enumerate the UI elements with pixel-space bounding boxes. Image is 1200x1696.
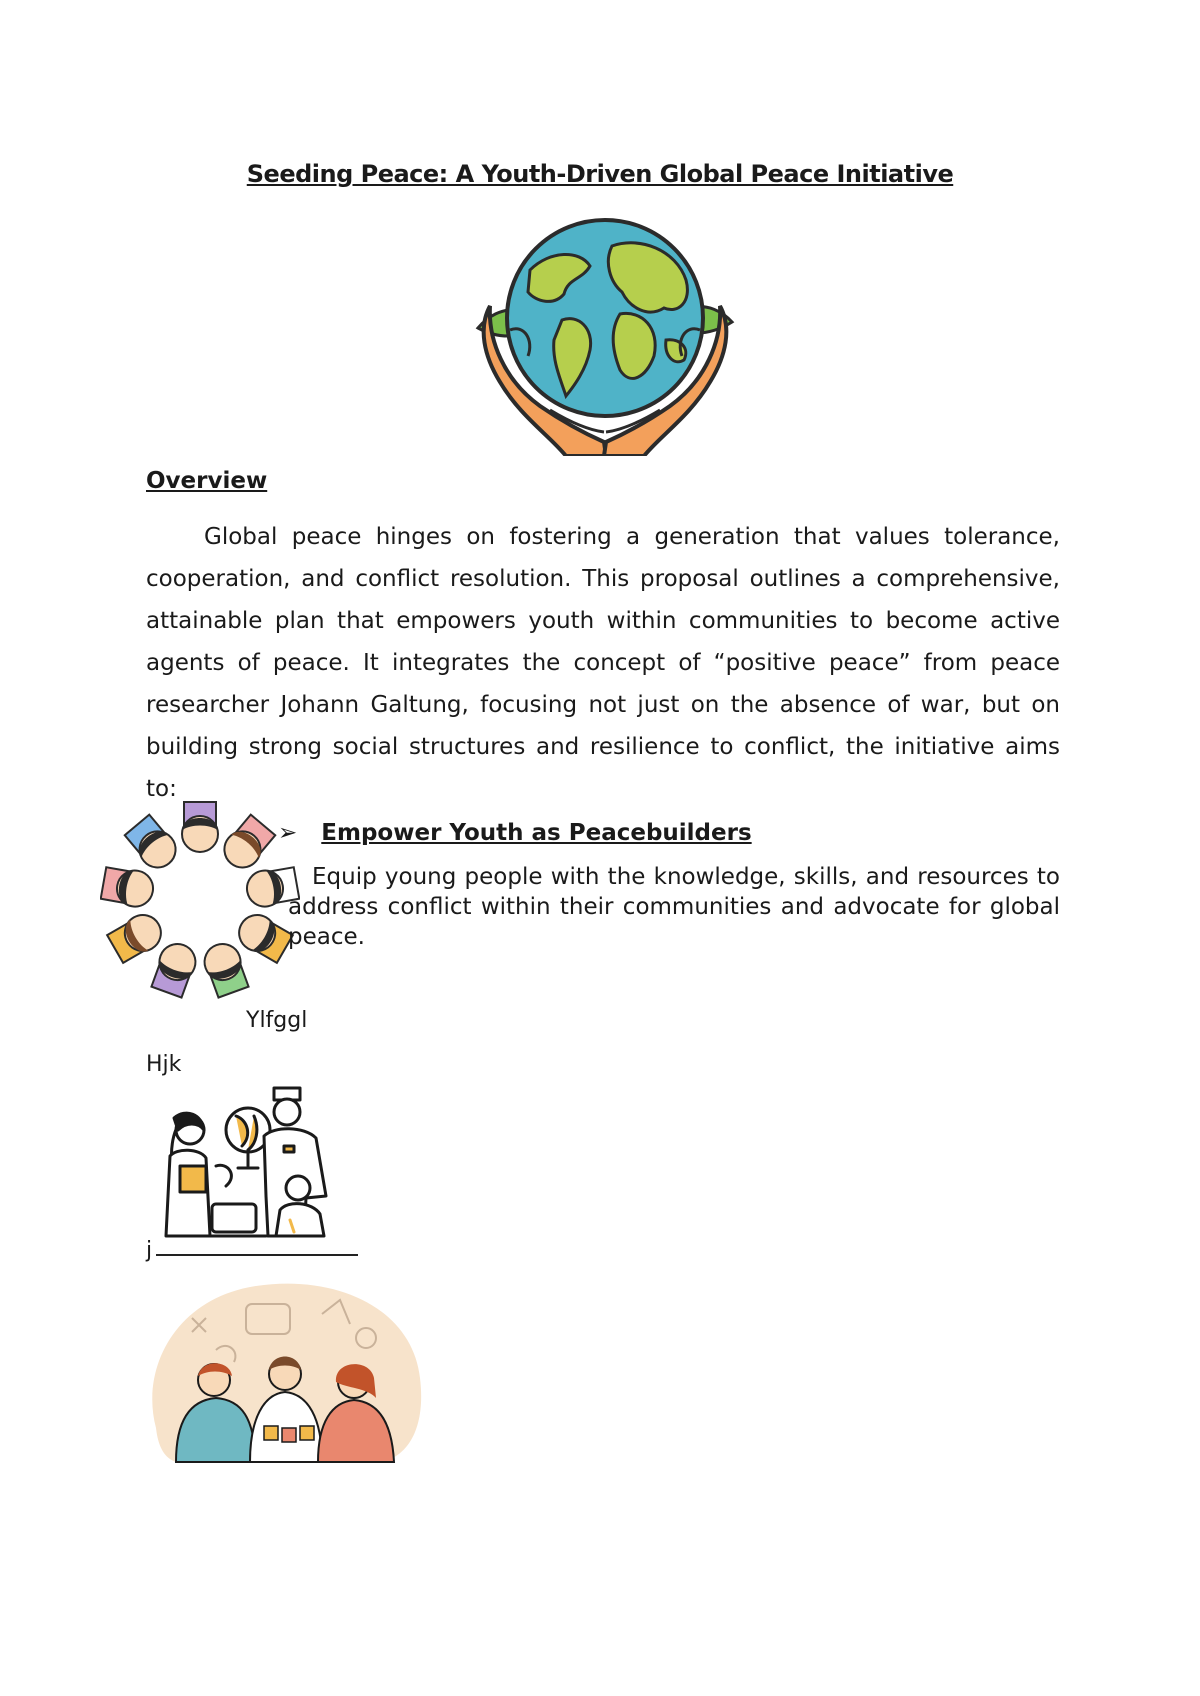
stray-text-ylfggl: Ylfggl [246, 1008, 308, 1033]
bullet-heading-text: Empower Youth as Peacebuilders [321, 820, 752, 846]
globe-in-hands-icon [470, 210, 740, 456]
friends-puzzle-icon [146, 1278, 424, 1464]
stray-text-j: j [146, 1238, 153, 1263]
team-with-globe-icon [156, 1086, 362, 1256]
bullet-paragraph: Equip young people with the knowledge, skills, and resources to address conflict within their communities and advocate for global peace. [288, 864, 1060, 950]
children-circle-icon [100, 800, 300, 1000]
document-title: Seeding Peace: A Youth-Driven Global Peace Initiative [246, 160, 954, 188]
overview-paragraph: Global peace hinges on fostering a generation that values tolerance, cooperation, and conflict resolution. This proposal outlines a comprehensive, attainable plan that empowers youth within communities to become active agents of peace. It integrates the concept of “positive peace” from peace researcher Johann Galtung, focusing not just on the absence of war, but on building strong social structures and resilience to conflict, the initiative aims to: [146, 524, 1060, 802]
overview-heading: Overview [146, 468, 268, 494]
bullet-arrow-icon: ➢ [278, 820, 298, 846]
underline-divider [156, 1254, 358, 1256]
bullet-heading [278, 820, 752, 846]
stray-text-hjk: Hjk [146, 1052, 182, 1077]
